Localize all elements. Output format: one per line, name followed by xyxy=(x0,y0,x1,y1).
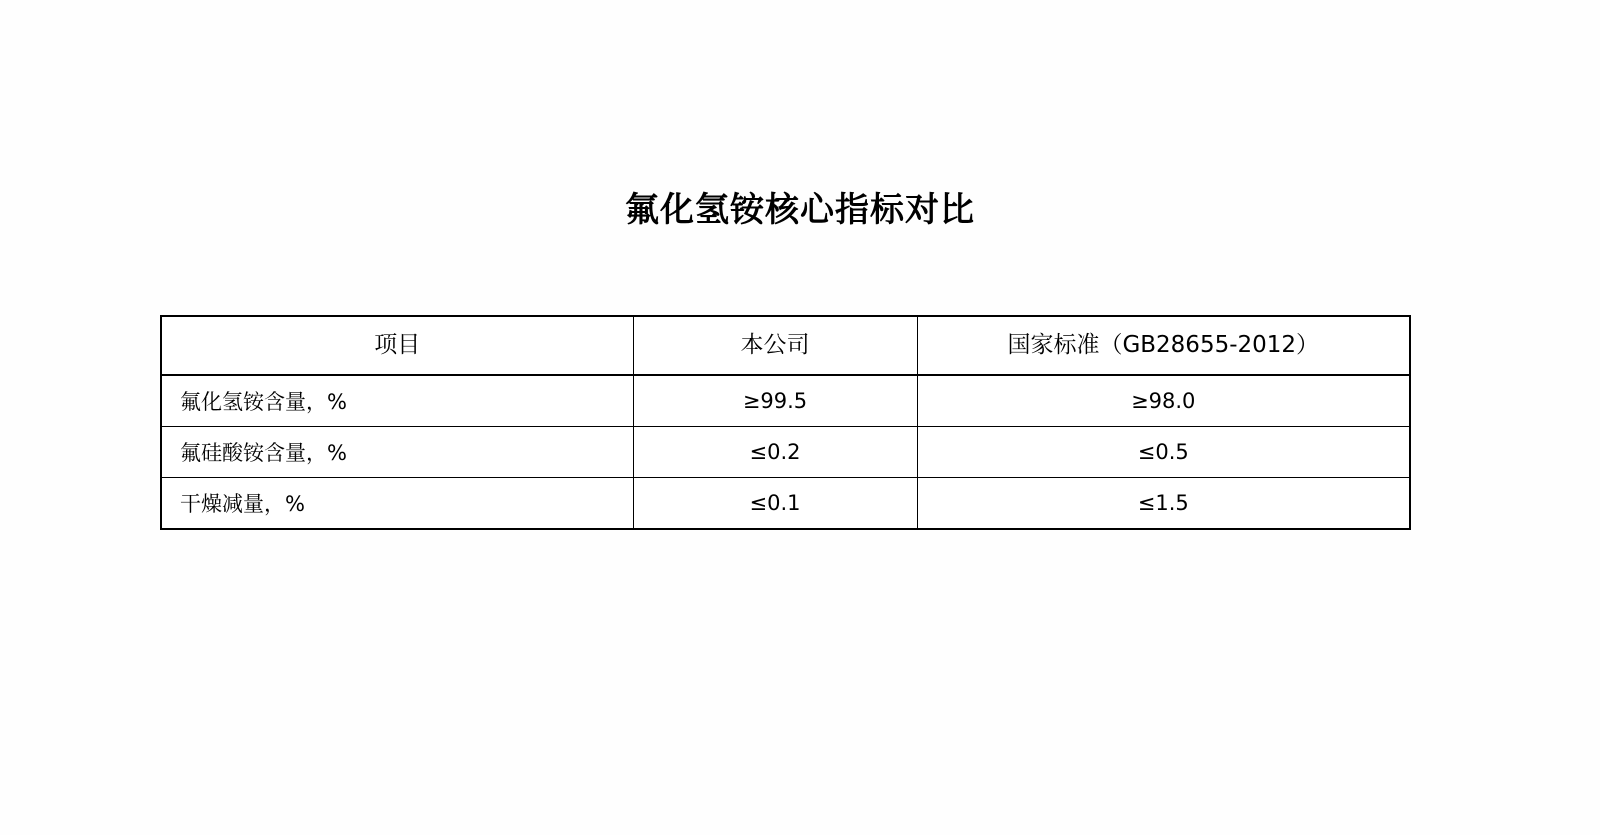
cell-standard: ≤0.5 xyxy=(917,427,1410,478)
cell-item: 干燥减量，% xyxy=(161,478,633,530)
cell-ours: ≤0.1 xyxy=(633,478,917,530)
column-header-standard xyxy=(917,316,1410,375)
spec-comparison-table xyxy=(160,315,1411,530)
column-header-ours-label: 本公司 xyxy=(740,332,810,358)
table-header xyxy=(161,316,1410,375)
cell-standard: ≥98.0 xyxy=(917,375,1410,427)
column-header-ours xyxy=(633,316,917,375)
table-row xyxy=(161,427,1410,478)
cell-standard: ≤1.5 xyxy=(917,478,1410,530)
cell-item: 氟化氢铵含量，% xyxy=(161,375,633,427)
table-header-row xyxy=(161,316,1410,375)
spec-table-container xyxy=(160,315,1409,530)
cell-item: 氟硅酸铵含量，% xyxy=(161,427,633,478)
table-row xyxy=(161,478,1410,530)
cell-ours: ≥99.5 xyxy=(633,375,917,427)
column-header-item-label: 项目 xyxy=(374,332,421,358)
column-header-item xyxy=(161,316,633,375)
page-title: 氟化氢铵核心指标对比 xyxy=(625,190,975,230)
table-row xyxy=(161,375,1410,427)
column-header-standard-label: 国家标准（GB28655-2012） xyxy=(1007,332,1320,358)
cell-ours: ≤0.2 xyxy=(633,427,917,478)
table-body xyxy=(161,375,1410,529)
